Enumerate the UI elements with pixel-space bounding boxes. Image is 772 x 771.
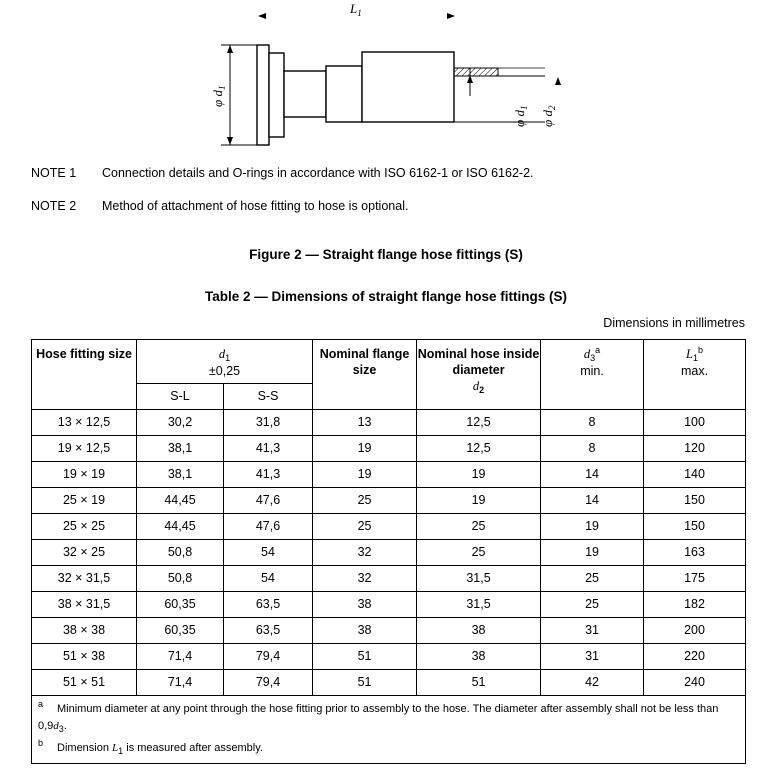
cell-sl: 50,8: [137, 566, 224, 592]
cell-d3: 25: [541, 566, 644, 592]
cell-l1: 200: [644, 618, 746, 644]
note-label: NOTE 1: [31, 166, 77, 180]
table-row: [32, 514, 746, 540]
cell-flange: 38: [313, 592, 417, 618]
cell-hose: 31,5: [417, 566, 541, 592]
cell-hose: 25: [417, 540, 541, 566]
flange-step: [269, 53, 284, 137]
cell-flange: 38: [313, 618, 417, 644]
cell-size: 51 × 51: [32, 670, 137, 696]
cell-hose: 38: [417, 644, 541, 670]
cell-sl: 60,35: [137, 592, 224, 618]
cell-d3: 8: [541, 410, 644, 436]
units-note: Dimensions in millimetres: [603, 316, 745, 330]
cell-flange: 19: [313, 436, 417, 462]
cell-ss: 79,4: [224, 670, 313, 696]
cell-sl: 38,1: [137, 462, 224, 488]
cell-hose: 12,5: [417, 410, 541, 436]
dimension-arrow-right: [447, 13, 455, 19]
dimension-d2-right-label: φ $d_2$: [540, 105, 557, 127]
fitting-neck: [284, 71, 326, 117]
cell-d3: 19: [541, 540, 644, 566]
cell-flange: 32: [313, 566, 417, 592]
cell-ss: 31,8: [224, 410, 313, 436]
cell-flange: 19: [313, 462, 417, 488]
header-nominal-hose: Nominal hose inside diameter $d_2$: [417, 340, 541, 410]
cell-hose: 31,5: [417, 592, 541, 618]
header-d3: $d_3^a$ min.: [541, 340, 644, 410]
table-row: [32, 592, 746, 618]
cell-sl: 44,45: [137, 514, 224, 540]
cell-sl: 44,45: [137, 488, 224, 514]
cell-flange: 13: [313, 410, 417, 436]
cell-l1: 182: [644, 592, 746, 618]
cell-d3: 31: [541, 618, 644, 644]
cell-l1: 220: [644, 644, 746, 670]
table-caption: Table 2 — Dimensions of straight flange hose fittings (S): [204, 289, 568, 304]
table-row: [32, 410, 746, 436]
flange-body: [257, 45, 269, 145]
footnote-a: $^a$ Minimum diameter at any point through the hose fitting prior to assembly to the hose. The diameter after assembly shall not be less than $0,9d_3$.: [38, 699, 719, 734]
dimension-d1-right-label: φ $d_1$: [512, 105, 529, 127]
cell-ss: 79,4: [224, 644, 313, 670]
note-text: Method of attachment of hose fitting to hose is optional.: [102, 199, 409, 213]
cell-sl: 71,4: [137, 644, 224, 670]
cell-ss: 54: [224, 540, 313, 566]
cell-sl: 50,8: [137, 540, 224, 566]
cell-sl: 30,2: [137, 410, 224, 436]
cell-size: 38 × 31,5: [32, 592, 137, 618]
header-sl: S-L: [137, 384, 224, 410]
cell-ss: 47,6: [224, 488, 313, 514]
cell-d3: 25: [541, 592, 644, 618]
header-ss: S-S: [224, 384, 313, 410]
cell-ss: 54: [224, 566, 313, 592]
table-row: [32, 488, 746, 514]
cell-size: 13 × 12,5: [32, 410, 137, 436]
cell-ss: 41,3: [224, 436, 313, 462]
cell-size: 38 × 38: [32, 618, 137, 644]
note-label: NOTE 2: [31, 199, 77, 213]
cell-size: 51 × 38: [32, 644, 137, 670]
hose-wall-hatch: [454, 68, 498, 76]
cell-sl: 38,1: [137, 436, 224, 462]
cell-d3: 19: [541, 514, 644, 540]
cell-ss: 47,6: [224, 514, 313, 540]
cell-size: 19 × 19: [32, 462, 137, 488]
table-row: [32, 462, 746, 488]
cell-ss: 63,5: [224, 592, 313, 618]
cell-hose: 12,5: [417, 436, 541, 462]
cell-d3: 42: [541, 670, 644, 696]
table-row: [32, 436, 746, 462]
cell-sl: 60,35: [137, 618, 224, 644]
cell-l1: 150: [644, 514, 746, 540]
cell-d3: 31: [541, 644, 644, 670]
cell-flange: 25: [313, 514, 417, 540]
cell-size: 25 × 19: [32, 488, 137, 514]
cell-flange: 51: [313, 670, 417, 696]
header-l1: $L_1^b$ max.: [644, 340, 746, 410]
footnotes: [32, 696, 746, 764]
cell-flange: 32: [313, 540, 417, 566]
cell-l1: 240: [644, 670, 746, 696]
table-row: [32, 644, 746, 670]
cell-hose: 38: [417, 618, 541, 644]
cell-l1: 120: [644, 436, 746, 462]
fitting-sleeve: [362, 52, 454, 122]
cell-d3: 14: [541, 462, 644, 488]
cell-l1: 175: [644, 566, 746, 592]
cell-ss: 41,3: [224, 462, 313, 488]
cell-hose: 19: [417, 462, 541, 488]
header-size: Hose fitting size: [32, 340, 137, 410]
table-row: [32, 670, 746, 696]
cell-flange: 25: [313, 488, 417, 514]
table-row: [32, 566, 746, 592]
note-1: [31, 166, 534, 180]
table-row: [32, 618, 746, 644]
cell-hose: 19: [417, 488, 541, 514]
cell-d3: 14: [541, 488, 644, 514]
header-nominal-flange: Nominal flange size: [313, 340, 417, 410]
cell-l1: 140: [644, 462, 746, 488]
cell-size: 25 × 25: [32, 514, 137, 540]
dimension-l1-label: $L_1$: [350, 1, 362, 18]
cell-size: 32 × 25: [32, 540, 137, 566]
cell-l1: 163: [644, 540, 746, 566]
cell-sl: 71,4: [137, 670, 224, 696]
dimension-d1-left-label: φ $d_1$: [210, 85, 227, 107]
note-text: Connection details and O-rings in accordance with ISO 6162-1 or ISO 6162-2.: [102, 166, 534, 180]
figure-caption: Figure 2 — Straight flange hose fittings (S): [249, 247, 523, 262]
cell-hose: 25: [417, 514, 541, 540]
cell-flange: 51: [313, 644, 417, 670]
footnote-b: $^b$ Dimension $L_1$ is measured after assembly.: [38, 738, 263, 756]
header-d1: $d_1$ ±0,25: [137, 340, 313, 384]
dimension-arrow-left: [258, 13, 266, 19]
cell-ss: 63,5: [224, 618, 313, 644]
cell-d3: 8: [541, 436, 644, 462]
cell-l1: 150: [644, 488, 746, 514]
cell-size: 19 × 12,5: [32, 436, 137, 462]
hose-fitting-drawing: [0, 0, 772, 155]
table-row: [32, 540, 746, 566]
note-2: [31, 199, 408, 213]
cell-size: 32 × 31,5: [32, 566, 137, 592]
cell-l1: 100: [644, 410, 746, 436]
dimensions-table: [31, 339, 746, 764]
cell-hose: 51: [417, 670, 541, 696]
